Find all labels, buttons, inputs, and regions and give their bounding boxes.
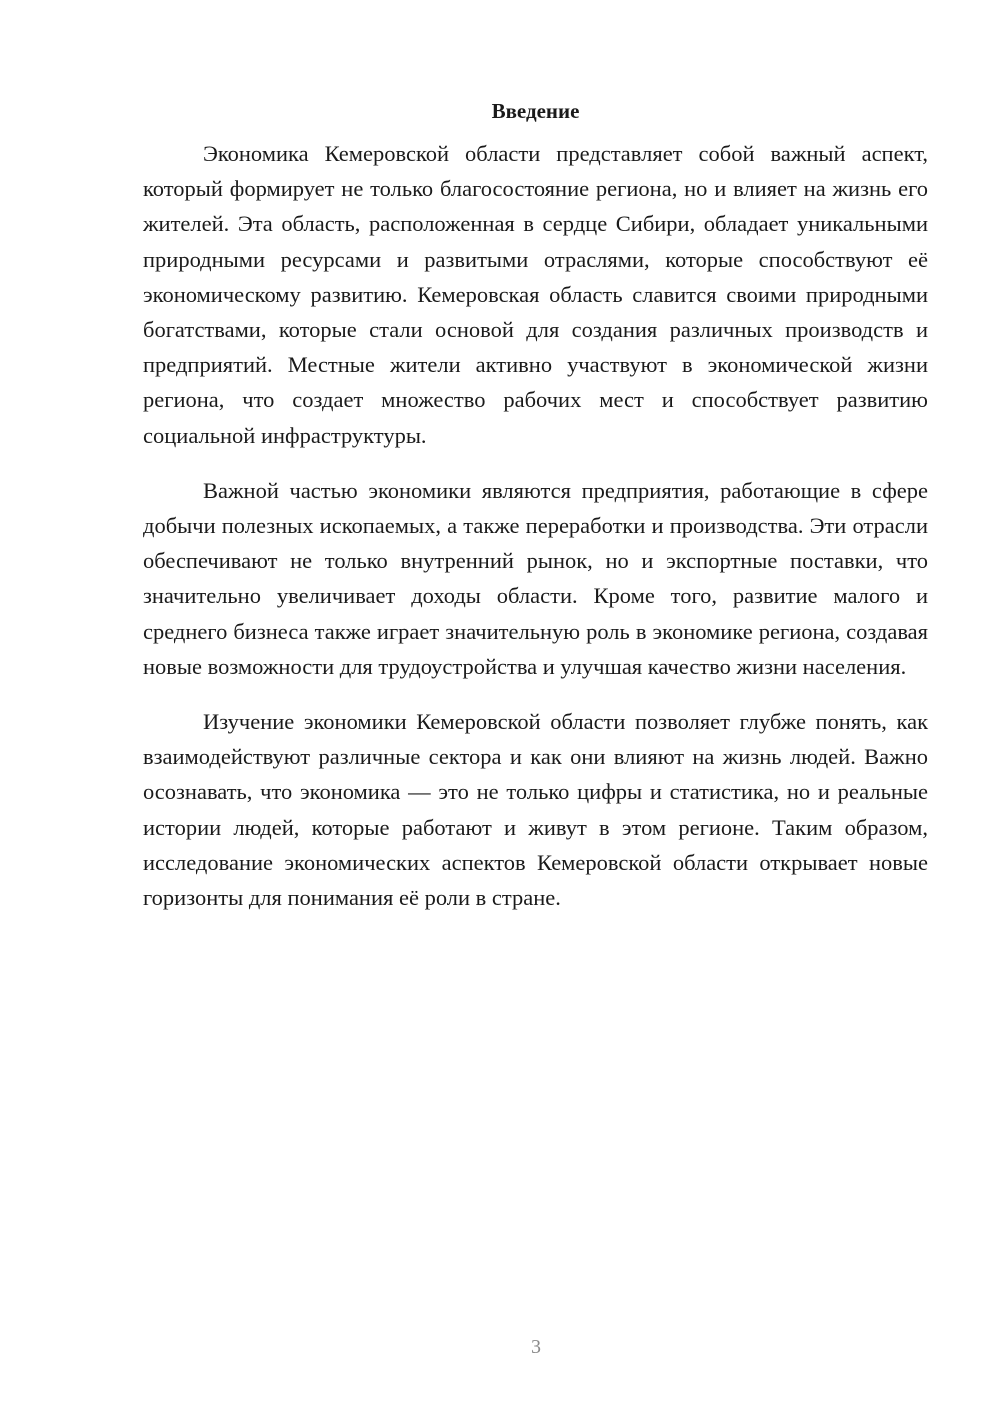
paragraph-1: Экономика Кемеровской области представляет собой важный аспект, который формирует не только благосостояние региона, но и влияет на жизнь его жителей. Эта область, расположенная в сердце Сибири, обладает уникальными природными ресурсами и развитыми отраслями, которые способствуют её экономическому развитию. Кемеровская область славится своими природными богатствами, которые стали основой для создания различных производств и предприятий. Местные жители активно участвуют в экономической жизни региона, что создает множество рабочих мест и способствует развитию социальной инфраструктуры. bbox=[143, 141, 928, 448]
paragraph-2: Важной частью экономики являются предприятия, работающие в сфере добычи полезных ископаемых, а также переработки и производства. Эти отрасли обеспечивают не только внутренний рынок, но и экспортные поставки, что значительно увеличивает доходы области. Кроме того, развитие малого и среднего бизнеса также играет значительную роль в экономике региона, создавая новые возможности для трудоустройства и улучшая качество жизни населения. bbox=[143, 477, 928, 679]
page-number: 3 bbox=[531, 1336, 541, 1358]
paragraph-3: Изучение экономики Кемеровской области позволяет глубже понять, как взаимодействуют различные сектора и как они влияют на жизнь людей. Важно осознавать, что экономика — это не только цифры и статистика, но и реальные истории людей, которые работают и живут в этом регионе. Таким образом, исследование экономических аспектов Кемеровской области открывает новые горизонты для понимания её роли в стране. bbox=[143, 709, 928, 911]
page-content bbox=[143, 96, 928, 935]
section-title: Введение bbox=[491, 99, 580, 123]
